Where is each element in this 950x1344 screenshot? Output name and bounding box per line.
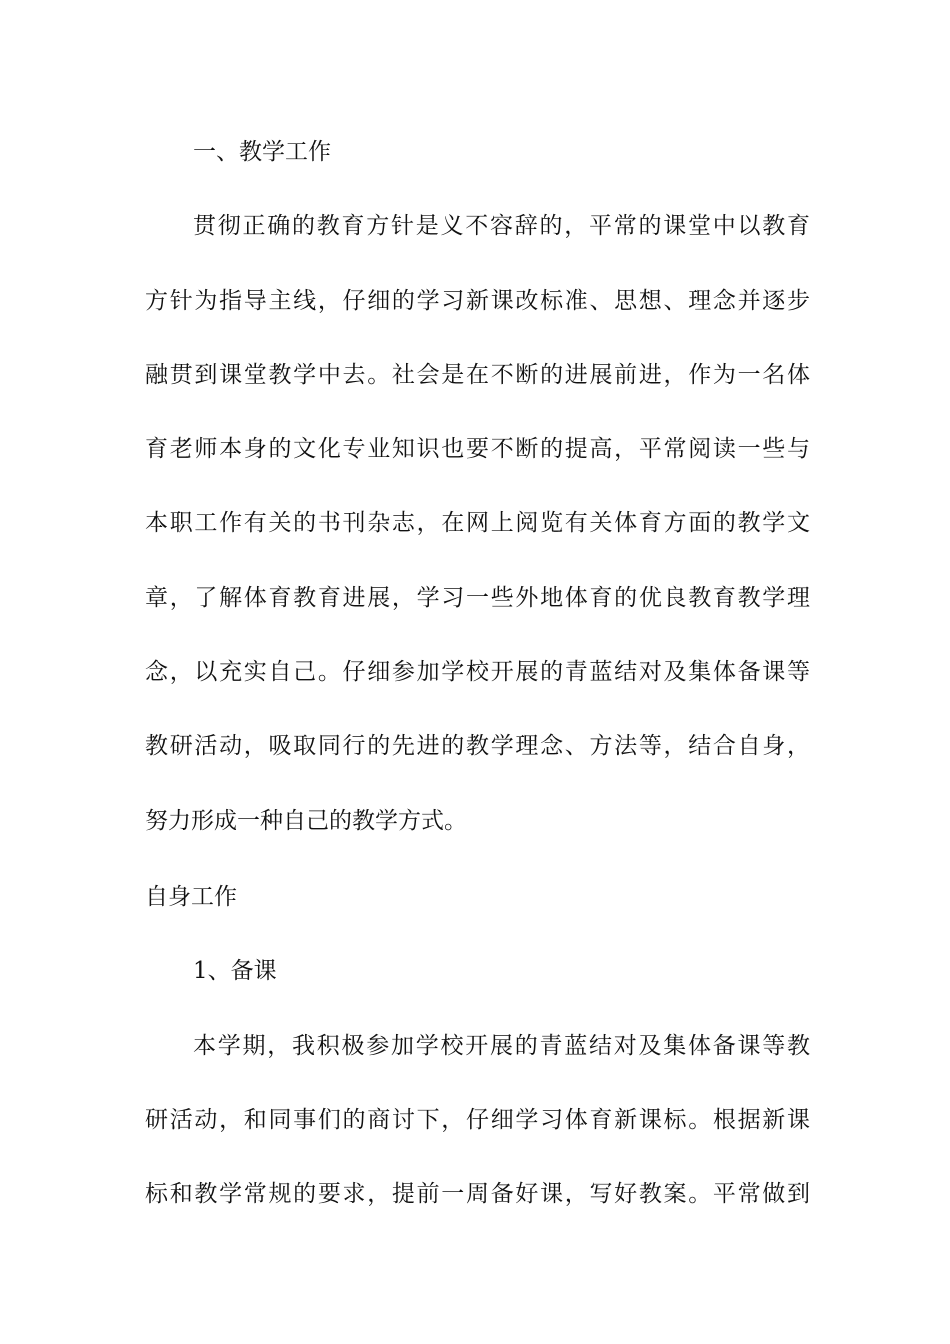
paragraph-line: 方针为指导主线，仔细的学习新课改标准、思想、理念并逐步 [145,288,810,314]
paragraph-line: 念，以充实自己。仔细参加学校开展的青蓝结对及集体备课等 [145,659,810,685]
paragraph-line: 融贯到课堂教学中去。社会是在不断的进展前进，作为一名体 [145,362,810,388]
paragraph-line: 章，了解体育教育进展，学习一些外地体育的优良教育教学理 [145,585,810,611]
paragraph-line: 研活动，和同事们的商讨下，仔细学习体育新课标。根据新课 [145,1107,810,1133]
paragraph-line: 标和教学常规的要求，提前一周备好课，写好教案。平常做到 [145,1181,810,1207]
subsection-heading-prep: 1、备课 [193,958,277,984]
paragraph-line: 教研活动，吸取同行的先进的教学理念、方法等，结合自身， [145,733,810,759]
paragraph-line: 努力形成一种自己的教学方式。 [145,808,467,834]
paragraph-line: 本学期，我积极参加学校开展的青蓝结对及集体备课等教 [193,1033,810,1059]
paragraph-line: 本职工作有关的书刊杂志，在网上阅览有关体育方面的教学文 [145,510,810,536]
section-heading-teaching: 一、教学工作 [193,139,331,165]
section-heading-self: 自身工作 [145,884,237,910]
paragraph-line: 育老师本身的文化专业知识也要不断的提高，平常阅读一些与 [145,436,810,462]
paragraph-line: 贯彻正确的教育方针是义不容辞的，平常的课堂中以教育 [193,213,810,239]
